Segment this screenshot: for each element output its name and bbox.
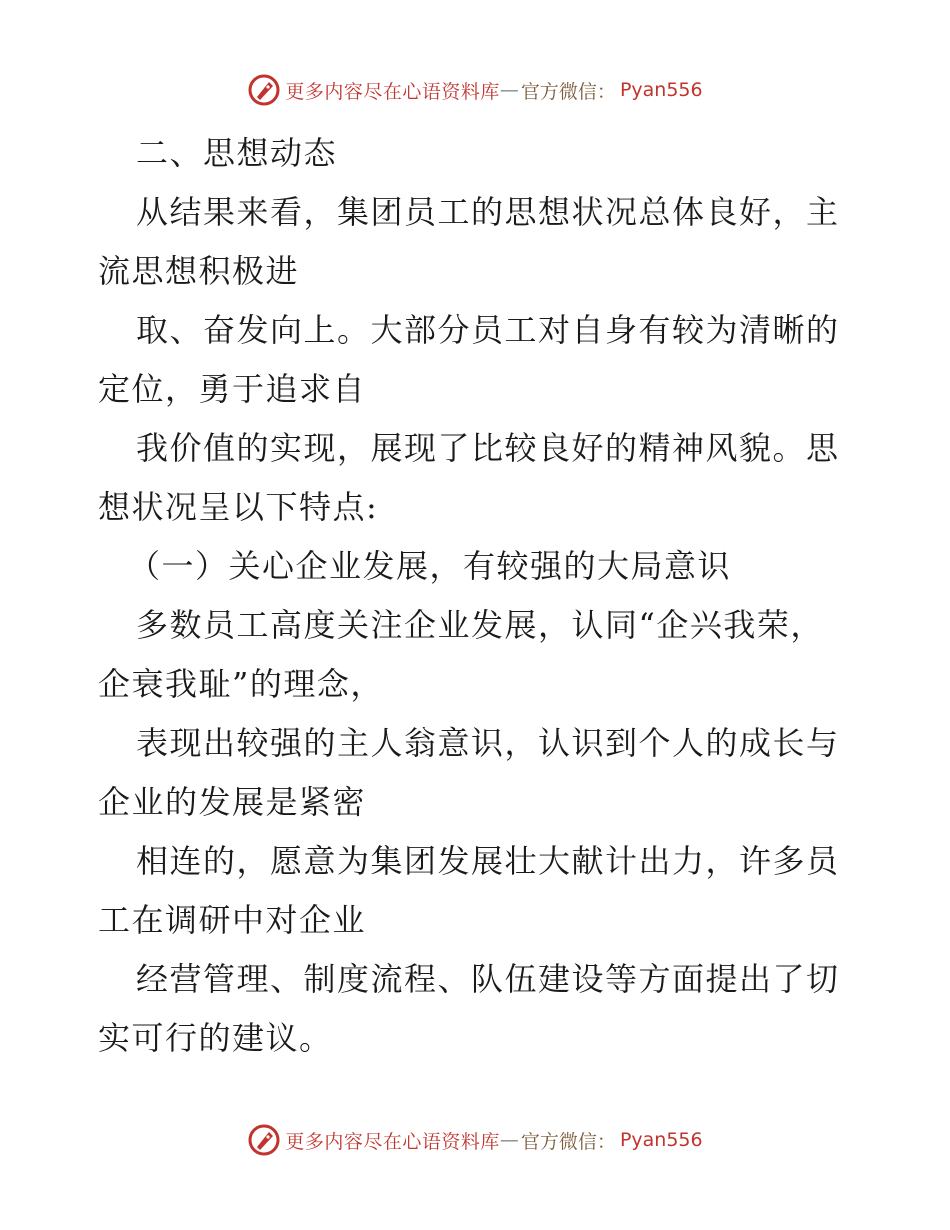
paragraph-line: 多数员工高度关注企业发展，认同“企兴我荣， (136, 606, 824, 644)
paragraph-line: 定位，勇于追求自 (98, 370, 367, 408)
paragraph-line: 想状况呈以下特点: (98, 488, 379, 526)
paragraph-line: 经营管理、制度流程、队伍建设等方面提出了切 (136, 960, 840, 998)
paragraph-line: 工在调研中对企业 (98, 901, 367, 939)
paragraph-line: 从结果来看，集团员工的思想状况总体良好，主 (136, 193, 840, 231)
document-body (98, 124, 850, 1068)
banner-wechat-id: Pyan556 (619, 1129, 703, 1151)
banner-wechat-label: 官方微信： (520, 80, 616, 103)
paragraph-line: 表现出较强的主人翁意识，认识到个人的成长与 (136, 724, 840, 762)
paragraph-line: 企业的发展是紧密 (98, 783, 367, 821)
banner-brand-text: 更多内容尽在心语资料库 (285, 80, 500, 103)
subsection-heading: （一）关心企业发展，有较强的大局意识 (128, 547, 732, 585)
paragraph-line: 相连的，愿意为集团发展壮大献计出力，许多员 (136, 842, 840, 880)
pen-nib-logo-icon (247, 73, 281, 107)
section-heading: 二、思想动态 (136, 134, 338, 172)
paragraph-line: 取、奋发向上。大部分员工对自身有较为清晰的 (136, 311, 840, 349)
paragraph-line: 我价值的实现，展现了比较良好的精神风貌。思 (136, 429, 840, 467)
header-banner (0, 70, 950, 110)
banner-brand-text: 更多内容尽在心语资料库 (285, 1130, 500, 1153)
paragraph-line: 实可行的建议。 (98, 1019, 333, 1057)
paragraph-line: 企衰我耻”的理念， (98, 665, 384, 703)
footer-banner (0, 1120, 950, 1160)
banner-dash: — (499, 1129, 519, 1151)
banner-wechat-label: 官方微信： (520, 1130, 616, 1153)
pen-nib-logo-icon (247, 1123, 281, 1157)
banner-dash: — (499, 79, 519, 101)
banner-wechat-id: Pyan556 (619, 79, 703, 101)
paragraph-line: 流思想积极进 (98, 252, 300, 290)
